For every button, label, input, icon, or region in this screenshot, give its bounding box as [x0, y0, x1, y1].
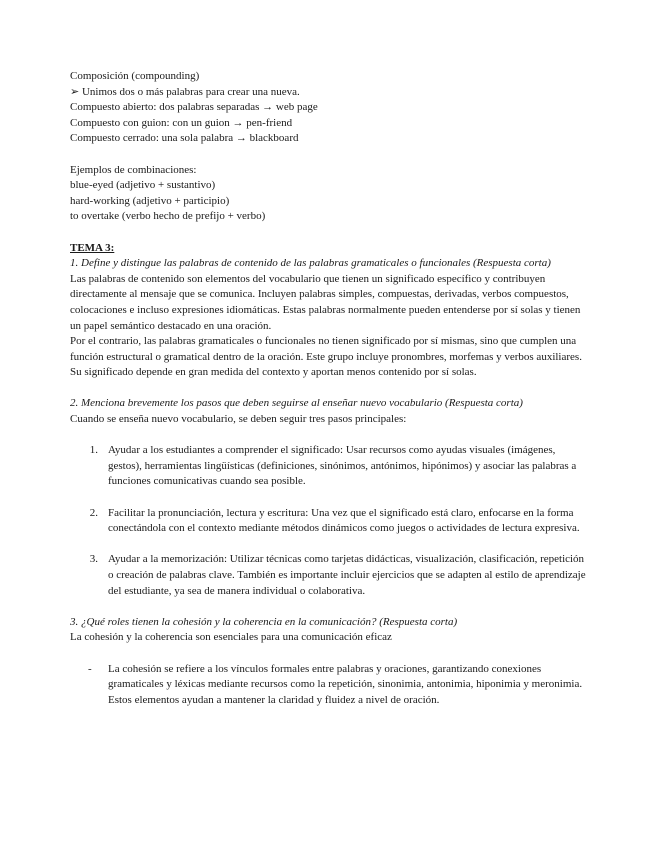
step-number: 2. [89, 506, 98, 519]
bullet-dash: - [88, 662, 92, 675]
step-number: 3. [89, 553, 98, 566]
bullet-item [70, 662, 592, 709]
example-line: blue-eyed (adjetivo + sustantivo) [70, 179, 216, 192]
question-2: 2. Menciona brevemente los pasos que deben seguirse al enseñar nuevo vocabulario (Respuesta corta) [70, 397, 523, 410]
bullet-text: La cohesión se refiere a los vínculos formales entre palabras y oraciones, garantizando conexiones gramaticales y léxicas mediante recursos como la repetición, sinonimia, antonimia, hiponimia y meronimia. Estos elementos ayudan a mantener la claridad y fluidez a nivel de oración. [108, 662, 583, 706]
step-text: Facilitar la pronunciación, lectura y escritura: Una vez que el significado está claro, enfocarse en la forma conectándola con el contexto mediante métodos dinámicos como juegos o actividades de lectura expresiva. [108, 506, 580, 535]
document-page [70, 69, 592, 708]
example-line: hard-working (adjetivo + participio) [70, 194, 230, 207]
bullet-list [70, 662, 592, 709]
examples-title: Ejemplos de combinaciones: [70, 163, 197, 176]
step-number: 1. [89, 444, 98, 457]
step-text: Ayudar a la memorización: Utilizar técnicas como tarjetas didácticas, visualización, clasificación, repetición o creación de palabras clave. También es importante incluir ejercicios que se adapten al estilo de aprendizaje del estudiante, ya sea de manera individual o colaborativa. [108, 553, 586, 597]
answer-1-paragraph-1: Las palabras de contenido son elementos del vocabulario que tienen un significado específico y contribuyen directamente al mensaje que se comunica. Incluyen palabras simples, compuestas, derivadas, verbos compuestos, colocaciones e incluso expresiones idiomáticas. Estas palabras normalmente pueden entenderse por sí solas y tienen un papel semántico destacado en una oración. [70, 272, 581, 332]
step-item [70, 443, 592, 490]
steps-list [70, 443, 592, 599]
question-1: 1. Define y distingue las palabras de contenido de las palabras gramaticales o funcionales (Respuesta corta) [70, 257, 551, 270]
tema-heading: TEMA 3: [70, 241, 115, 254]
question-3: 3. ¿Qué roles tienen la cohesión y la coherencia en la comunicación? (Respuesta corta) [70, 615, 458, 628]
composition-line: Compuesto cerrado: una sola palabra → blackboard [70, 132, 299, 145]
answer-1-paragraph-2: Por el contrario, las palabras gramaticales o funcionales no tienen significado por sí mismas, sino que cumplen una función estructural o gramatical dentro de la oración. Este grupo incluye pronombres, morfemas y verbos auxiliares. Su significado depende en gran medida del contexto y aportan menos contenido por sí solas. [70, 335, 582, 379]
step-item [70, 552, 592, 599]
composition-line: Compuesto con guion: con un guion → pen-friend [70, 116, 293, 129]
example-line: to overtake (verbo hecho de prefijo + verbo) [70, 210, 266, 223]
composition-line: Compuesto abierto: dos palabras separadas → web page [70, 101, 318, 114]
answer-3-intro: La cohesión y la coherencia son esenciales para una comunicación eficaz [70, 631, 392, 644]
composition-title: Composición (compounding) [70, 70, 200, 82]
answer-2-intro: Cuando se enseña nuevo vocabulario, se deben seguir tres pasos principales: [70, 413, 407, 426]
step-text: Ayudar a los estudiantes a comprender el significado: Usar recursos como ayudas visuales (imágenes, gestos), herramientas lingüísticas (definiciones, sinónimos, antónimos, hipónimos) y asociar las palabras a funciones comunicativas cuando sea posible. [108, 444, 577, 488]
composition-line: ➢ Unimos dos o más palabras para crear una nueva. [70, 85, 300, 98]
step-item [70, 506, 592, 537]
